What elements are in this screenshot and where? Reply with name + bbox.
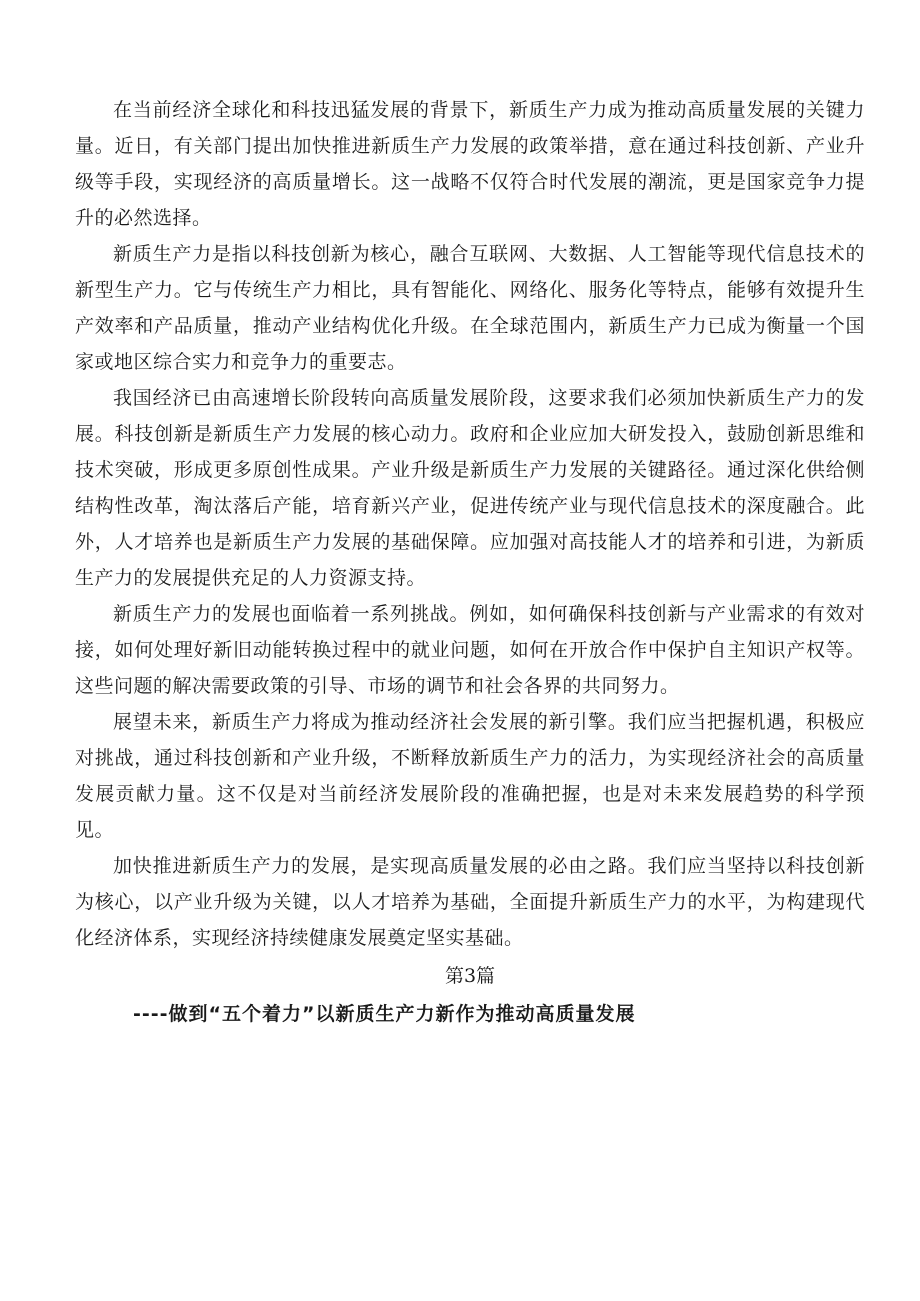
document-body [75,92,865,1032]
paragraph-2: 新质生产力是指以科技创新为核心，融合互联网、大数据、人工智能等现代信息技术的新型生产力。它与传统生产力相比，具有智能化、网络化、服务化等特点，能够有效提升生产效率和产品质量，推动产业结构优化升级。在全球范围内，新质生产力已成为衡量一个国家或地区综合实力和竞争力的重要志。 [75,243,865,373]
chapter-heading: 第3篇 [444,965,496,987]
paragraph-3: 我国经济已由高速增长阶段转向高质量发展阶段，这要求我们必须加快新质生产力的发展。科技创新是新质生产力发展的核心动力。政府和企业应加大研发投入，鼓励创新思维和技术突破，形成更多原创性成果。产业升级是新质生产力发展的关键路径。通过深化供给侧结构性改革，淘汰落后产能，培育新兴产业，促进传统产业与现代信息技术的深度融合。此外，人才培养也是新质生产力发展的基础保障。应加强对高技能人才的培养和引进，为新质生产力的发展提供充足的人力资源支持。 [75,387,865,589]
paragraph-5: 展望未来，新质生产力将成为推动经济社会发展的新引擎。我们应当把握机遇，积极应对挑战，通过科技创新和产业升级，不断释放新质生产力的活力，为实现经济社会的高质量发展贡献力量。这不仅是对当前经济发展阶段的准确把握，也是对未来发展趋势的科学预见。 [75,711,865,841]
paragraph-1: 在当前经济全球化和科技迅猛发展的背景下，新质生产力成为推动高质量发展的关键力量。近日，有关部门提出加快推进新质生产力发展的政策举措，意在通过科技创新、产业升级等手段，实现经济的高质量增长。这一战略不仅符合时代发展的潮流，更是国家竞争力提升的必然选择。 [75,99,865,229]
paragraph-4: 新质生产力的发展也面临着一系列挑战。例如，如何确保科技创新与产业需求的有效对接，如何处理好新旧动能转换过程中的就业问题，如何在开放合作中保护自主知识产权等。这些问题的解决需要政策的引导、市场的调节和社会各界的共同努力。 [75,603,865,697]
paragraph-6: 加快推进新质生产力的发展，是实现高质量发展的必由之路。我们应当坚持以科技创新为核心，以产业升级为关键，以人才培养为基础，全面提升新质生产力的水平，为构建现代化经济体系，实现经济持续健康发展奠定坚实基础。 [75,855,865,949]
chapter-subtitle: ----做到“五个着力”以新质生产力新作为推动高质量发展 [133,1003,636,1025]
